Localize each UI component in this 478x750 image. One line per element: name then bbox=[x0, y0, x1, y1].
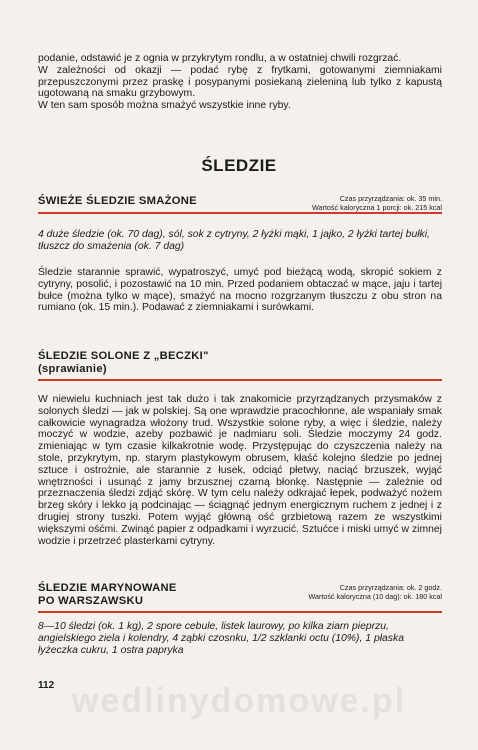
prep-time: Czas przyrządzania: ok. 35 min. bbox=[339, 194, 442, 203]
ingredients: 4 duże śledzie (ok. 70 dag), sól, sok z cytryny, 2 łyżki mąki, 1 jajko, 2 łyżki tartej bułki, tłuszcz do smażenia (ok. 7 dag) bbox=[38, 229, 430, 252]
recipe-header bbox=[38, 582, 442, 608]
recipe-instructions: Śledzie starannie sprawić, wypatroszyć, umyć pod bieżącą wodą, skropić sokiem z cytryny, posolić, i pozostawić na 10 min. Przed podaniem obtaczać w mące, jaju i tartej bułce (można tylko w mące), smażyć na mocno rozgrzanym tłuszczu z obu stron na rumiano (ok. 15 min.). Podawać z ziemniakami i surówkami. bbox=[38, 267, 442, 314]
recipe-title: ŚLEDZIE SOLONE Z „BECZKI" bbox=[38, 350, 209, 362]
chapter-title: ŚLEDZIE bbox=[201, 156, 277, 175]
intro-paragraph: W zależności od okazji — podać rybę z frytkami, gotowanymi ziemniakami przepuszczonymi przez praskę i posypanymi posiekaną zieleniną lub tylko z kapustą ugotowaną na smaku grzybowym. bbox=[38, 64, 442, 100]
prep-time: Czas przyrządzania: ok. 2 godz. bbox=[339, 583, 442, 592]
intro-paragraph: podanie, odstawić je z ognia w przykrytym rondlu, a w ostatniej chwili rozgrzać. bbox=[38, 53, 402, 64]
intro-text bbox=[38, 53, 442, 112]
recipe-title: ŚLEDZIE MARYNOWANE bbox=[38, 582, 177, 594]
section-rule bbox=[38, 212, 442, 214]
recipe-meta bbox=[312, 195, 442, 212]
recipe-subtitle: (sprawianie) bbox=[38, 363, 107, 375]
recipe-header bbox=[38, 350, 442, 376]
calories: Wartość kaloryczna (10 dag): ok. 180 kcal bbox=[308, 591, 442, 601]
section-rule bbox=[38, 379, 442, 381]
recipe-title: PO WARSZAWSKU bbox=[38, 595, 144, 607]
recipe-title: ŚWIEŻE ŚLEDZIE SMAŻONE bbox=[38, 195, 197, 207]
intro-paragraph: W ten sam sposób można smażyć wszystkie inne ryby. bbox=[38, 100, 291, 112]
recipe-instructions: W niewielu kuchniach jest tak dużo i tak znakomicie przyrządzanych przysmaków z solonych śledzi — jak w polskiej. Są one wprawdzie pracochłonne, ale wspaniały smak całkowicie wynagradza włożony trud. Wszystkie solone ryby, a więc i śledzie, należy moczyć w wodzie, azeby pozbawić je nadmiaru soli. Śledzie moczymy 24 godz. zmieniając w tym czasie kilkakrotnie wodę. Przystępując do czyszczenia należy na stole, przykrytym, np. starym plastykowym obrusem, kłaść kolejno śledzie po jednej sztuce i ostrożnie, ale starannie z łusek, odciąć płetwy, naciąć brzuszek, wyjąć wnętrzności i usunąć z jamy brzusznej czarną błonkę. Następnie — zależnie od przeznaczenia śledzi zdjąć skórę. W tym celu należy odkrajać łepek, podważyć nożem brzeg skóry i lekko ją podcinając — ściągnąć jednym energicznym ruchem z jednej i z drugiej strony tuszki. Potem wyjąć główną ość grzbietową razem ze wszystkimi większymi ośćmi. Zwinąć papier z odpadkami i wyrzucić. Sztućce i miski umyć w zimnej wodzie i przetrzeć plasterkami cytryny. bbox=[38, 394, 442, 547]
section-rule bbox=[38, 611, 442, 613]
recipe-header bbox=[38, 192, 442, 212]
recipe-meta bbox=[308, 584, 442, 601]
calories: Wartość kaloryczna 1 porcji: ok. 215 kcal bbox=[312, 202, 442, 212]
ingredients: 8—10 śledzi (ok. 1 kg), 2 spore cebule, listek laurowy, po kilka ziarn pieprzu, angielskiego ziela i kolendry, 4 ząbki czosnku, 1/2 szklanki octu (10%), 1 płaska łyżeczka cukru, 1 ostra papryka bbox=[38, 621, 404, 656]
watermark: wedlinydomowe.pl bbox=[71, 682, 407, 720]
page-number: 112 bbox=[38, 680, 55, 691]
